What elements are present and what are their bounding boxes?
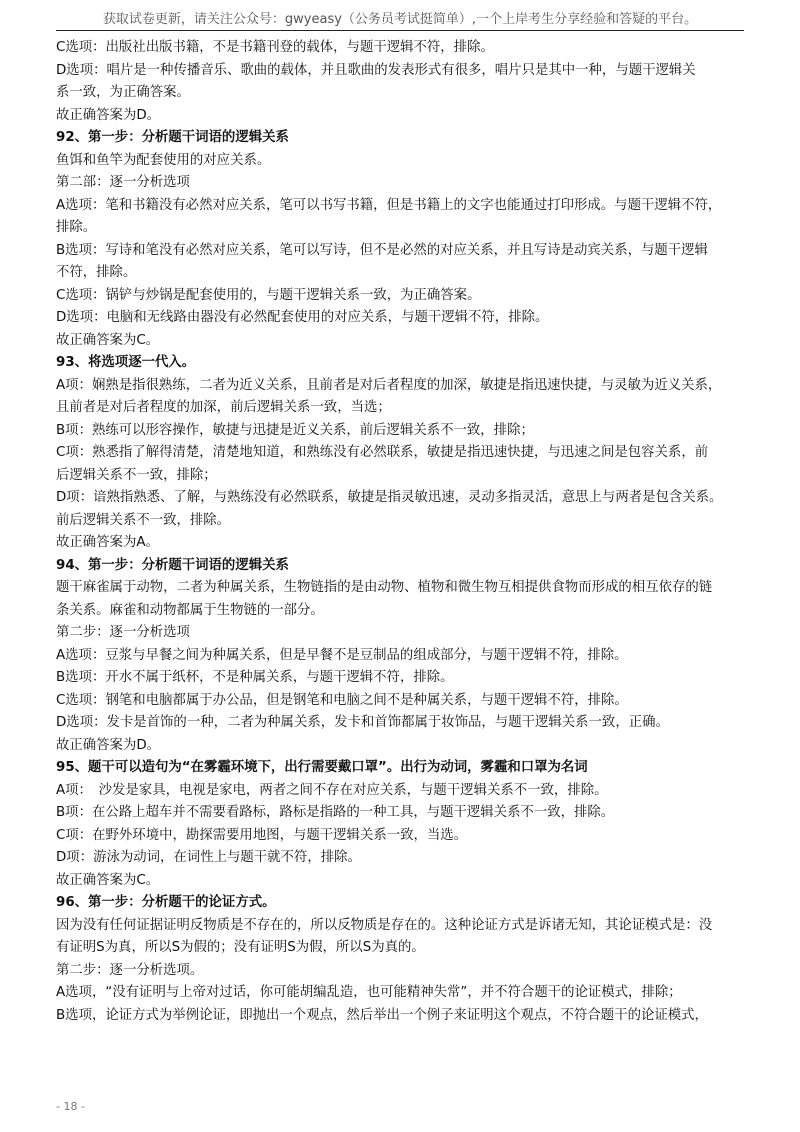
question-heading: 93、将选项逐一代入。 (56, 355, 196, 370)
text-line: 鱼饵和鱼竿为配套使用的对应关系。 (56, 152, 271, 168)
text-line: D选项：唱片是一种传播音乐、歌曲的载体，并且歌曲的发表形式有很多，唱片只是其中一种，与题干逻辑关 (56, 62, 696, 78)
text-line: B项：在公路上超车并不需要看路标，路标是指路的一种工具，与题干逻辑关系不一致，排除。 (56, 805, 615, 820)
text-line: A项：娴熟是指很熟练，二者为近义关系，且前者是对后者程度的加深，敏捷是指迅速快捷，与灵敏为近义关系， (56, 377, 722, 393)
text-line: B选项，论证方式为举例论证，即抛出一个观点，然后举出一个例子来证明这个观点，不符合题干的论证模式， (56, 1007, 708, 1023)
page-number: - 18 - (56, 1100, 85, 1113)
text-line: D项：游泳为动词，在词性上与题干就不符，排除。 (56, 850, 361, 865)
text-line: 题干麻雀属于动物，二者为种属关系，生物链指的是由动物、植物和微生物互相提供食物而形成的相互依存的链 (56, 580, 713, 595)
text-line: C选项：锅铲与炒锅是配套使用的，与题干逻辑关系一致，为正确答案。 (56, 287, 481, 303)
text-line: 前后逻辑关系不一致，排除。 (56, 512, 231, 528)
text-line: 故正确答案为C。 (56, 332, 160, 348)
page-header (0, 0, 800, 40)
text-line: B项：熟练可以形容操作，敏捷与迅捷是近义关系，前后逻辑关系不一致，排除； (56, 422, 534, 438)
text-line: A选项，“没有证明与上帝对过话，你可能胡编乱造，也可能精神失常”，并不符合题干的论证模式，排除； (56, 985, 682, 1000)
text-line: 故正确答案为D。 (56, 107, 161, 123)
text-line: C选项：钢笔和电脑都属于办公品，但是钢笔和电脑之间不是种属关系，与题干逻辑不符，排除。 (56, 692, 628, 708)
text-line: C项：在野外环境中，勘探需要用地图，与题干逻辑关系一致，当选。 (56, 827, 468, 843)
text-line: 排除。 (56, 220, 97, 235)
text-line: 故正确答案为D。 (56, 737, 161, 753)
question-heading: 95、题干可以造句为“在雾霾环境下，出行需要戴口罩”。出行为动词，雾霾和口罩为名词 (56, 760, 588, 775)
text-line: A项： 沙发是家具，电视是家电，两者之间不存在对应关系，与题干逻辑关系不一致，排除。 (56, 782, 608, 798)
text-line: 不符，排除。 (56, 265, 137, 280)
header-divider (56, 30, 744, 31)
text-line: C项：熟悉指了解得清楚，清楚地知道，和熟练没有必然联系，敏捷是指迅速快捷，与迅速之间是包容关系，前 (56, 445, 709, 460)
text-line: 故正确答案为A。 (56, 535, 159, 550)
text-line: D项：谙熟指熟悉、了解，与熟练没有必然联系，敏捷是指灵敏迅速，灵动多指灵活，意思上与两者是包含关系。 (56, 490, 723, 505)
header-notice: 获取试卷更新，请关注公众号：gwyeasy（公务员考试挺简单）,一个上岸考生分享经验和答疑的平台。 (102, 12, 698, 27)
text-line: D选项：发卡是首饰的一种，二者为种属关系，发卡和首饰都属于妆饰品，与题干逻辑关系一致，正确。 (56, 715, 669, 730)
text-line: 故正确答案为C。 (56, 872, 160, 888)
question-heading: 94、第一步：分析题干词语的逻辑关系 (56, 557, 289, 573)
text-line: 后逻辑关系不一致，排除； (56, 467, 217, 483)
text-line: 第二部：逐一分析选项 (56, 175, 190, 190)
text-line: C选项：出版社出版书籍，不是书籍刊登的载体，与题干逻辑不符，排除。 (56, 40, 494, 55)
text-line: B选项：开水不属于纸杯，不是种属关系，与题干逻辑不符，排除。 (56, 670, 454, 685)
text-line: A选项：豆浆与早餐之间为种属关系，但是早餐不是豆制品的组成部分，与题干逻辑不符，排除。 (56, 647, 628, 663)
text-line: A选项：笔和书籍没有必然对应关系，笔可以书写书籍，但是书籍上的文字也能通过打印形成。与题干逻辑不符， (56, 197, 722, 213)
text-line: B选项：写诗和笔没有必然对应关系，笔可以写诗，但不是必然的对应关系，并且写诗是动宾关系，与题干逻辑 (56, 242, 708, 258)
text-line: 有证明S为真，所以S为假的；没有证明S为假，所以S为真的。 (56, 940, 425, 955)
text-line: 第二步：逐一分析选项。 (56, 962, 204, 978)
question-heading: 96、第一步：分析题干的论证方式。 (56, 895, 276, 910)
document-body (56, 37, 752, 1027)
text-line: D选项：电脑和无线路由器没有必然配套使用的对应关系，与题干逻辑不符，排除。 (56, 310, 549, 325)
text-line: 因为没有任何证据证明反物质是不存在的，所以反物质是存在的。这种论证方式是诉诸无知，其论证模式是：没 (56, 917, 713, 933)
text-line: 条关系。麻雀和动物都属于生物链的一部分。 (56, 602, 324, 618)
question-heading: 92、第一步：分析题干词语的逻辑关系 (56, 130, 289, 145)
text-line: 系一致，为正确答案。 (56, 85, 190, 100)
text-line: 第二步：逐一分析选项 (56, 625, 190, 640)
text-line: 且前者是对后者程度的加深，前后逻辑关系一致，当选； (56, 400, 391, 415)
